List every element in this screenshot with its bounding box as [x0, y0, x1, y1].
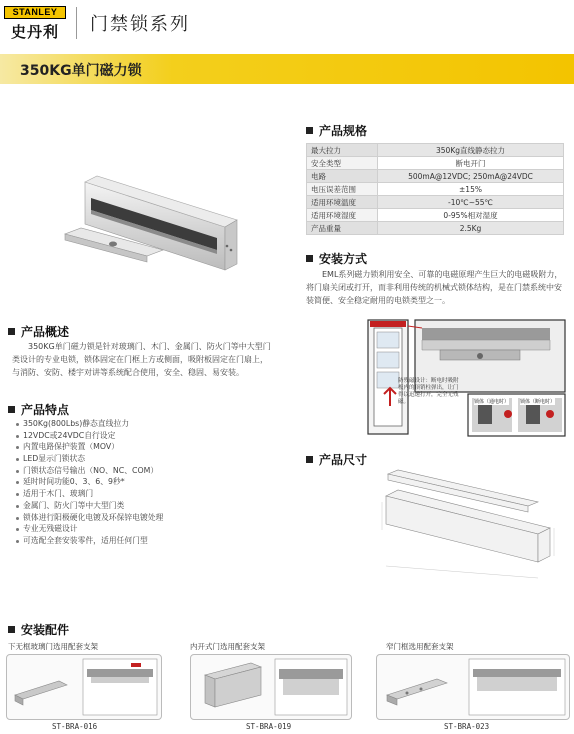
- spec-value: 350Kg直线静态拉力: [378, 144, 564, 157]
- overview-description: 350KG单门磁力锁是针对玻璃门、木门、金属门、防火门等中大型门类设计的专业电锁，锁体固定在门框上方或侧面，吸附板固定在门扇上，与消防、安防、楼宇对讲等系统配合使用，安全、稳固、易安装。: [12, 342, 271, 377]
- list-item: 门锁状态信号输出（NO、NC、COM）: [16, 465, 278, 477]
- spec-label: 产品重量: [307, 222, 378, 235]
- brand-logo: [4, 6, 66, 42]
- spec-label: 电路: [307, 170, 378, 183]
- accessory-caption: 下无框玻璃门选用配套支架: [8, 642, 98, 651]
- heading-square-icon: [306, 255, 313, 262]
- dimensions-heading: [306, 451, 367, 468]
- list-item: 可选配全套安装零件，适用任何门型: [16, 535, 278, 547]
- list-item: 350Kg(800Lbs)静态直线拉力: [16, 418, 278, 430]
- dimension-drawing: [378, 466, 568, 582]
- features-list: [16, 418, 278, 547]
- features-heading: [8, 401, 69, 418]
- heading-square-icon: [8, 328, 15, 335]
- accessories-heading-text: 安装配件: [21, 623, 70, 637]
- accessory-code: ST-BRA-016: [52, 722, 98, 731]
- spec-value: 500mA@12VDC; 250mA@24VDC: [378, 170, 564, 183]
- heading-square-icon: [8, 626, 15, 633]
- spec-label: 电压误差范围: [307, 183, 378, 196]
- specs-heading: [306, 122, 367, 139]
- dimensions-heading-text: 产品尺寸: [319, 453, 368, 467]
- spec-value: ±15%: [378, 183, 564, 196]
- table-row: [307, 183, 564, 196]
- specs-heading-text: 产品规格: [319, 124, 368, 138]
- table-row: [307, 144, 564, 157]
- list-item: 适用于木门、玻璃门: [16, 488, 278, 500]
- spec-label: 适用环境湿度: [307, 209, 378, 222]
- overview-heading-text: 产品概述: [21, 325, 70, 339]
- label-lock-on: 锁体（通电时）: [474, 399, 510, 405]
- product-title: 350KG单门磁力锁: [20, 63, 142, 79]
- list-item: 延时时间功能0、3、6、9秒*: [16, 476, 278, 488]
- heading-square-icon: [306, 456, 313, 463]
- bracket-019-image: [191, 655, 351, 719]
- accessory-code: ST-BRA-023: [444, 722, 490, 731]
- accessory-caption: 内开式门选用配套支架: [190, 642, 265, 651]
- list-item: 专业无残磁设计: [16, 523, 278, 535]
- spec-value: -10℃~55℃: [378, 196, 564, 209]
- table-row: [307, 157, 564, 170]
- list-item: 12VDC或24VDC自行设定: [16, 430, 278, 442]
- list-item: LED显示门锁状态: [16, 453, 278, 465]
- specs-table: [306, 143, 564, 235]
- header-divider: [76, 7, 77, 39]
- features-heading-text: 产品特点: [21, 403, 70, 417]
- spec-label: 安全类型: [307, 157, 378, 170]
- spec-label: 适用环境温度: [307, 196, 378, 209]
- list-item: 金属门、防火门等中大型门类: [16, 500, 278, 512]
- spec-value: 断电开门: [378, 157, 564, 170]
- list-item: 内置电路保护装置（MOV）: [16, 441, 278, 453]
- bracket-023-image: [377, 655, 569, 719]
- spec-label: 最大拉力: [307, 144, 378, 157]
- spec-value: 2.5Kg: [378, 222, 564, 235]
- list-item: 锁体进行阳极硬化电镀及环保锌电镀处理: [16, 512, 278, 524]
- label-lock-off: 锁体（断电时）: [520, 399, 556, 405]
- series-title: 门禁锁系列: [90, 14, 190, 35]
- table-row: [307, 196, 564, 209]
- accessory-caption: 窄门框选用配套支架: [386, 642, 454, 651]
- accessory-card: [6, 654, 162, 720]
- install-heading-text: 安装方式: [319, 252, 368, 266]
- spec-value: 0-95%相对湿度: [378, 209, 564, 222]
- table-row: [307, 209, 564, 222]
- heading-square-icon: [306, 127, 313, 134]
- accessory-card: [376, 654, 570, 720]
- install-callout: 防残磁设计：断电时吸附板内的顶销柱弹出，让门得以迅速打开，完全无残磁。: [398, 378, 459, 405]
- brand-logo-text: STANLEY: [4, 6, 66, 19]
- table-row: [307, 222, 564, 235]
- heading-square-icon: [8, 406, 15, 413]
- product-photo: [55, 172, 245, 282]
- accessories-heading: [8, 621, 69, 638]
- bracket-016-image: [7, 655, 161, 719]
- accessory-code: ST-BRA-019: [246, 722, 292, 731]
- install-heading: [306, 250, 367, 267]
- install-description: EML系列磁力锁利用安全、可靠的电磁原理产生巨大的电磁吸附力，将门扇关闭或打开，而非利用传统的机械式锁体结构，是在门禁系统中安装简便、安全稳定耐用的电锁类型之一。: [306, 270, 563, 305]
- table-row: [307, 170, 564, 183]
- accessory-card: [190, 654, 352, 720]
- brand-chinese-name: 史丹利: [10, 23, 59, 41]
- install-diagram: [360, 316, 570, 438]
- overview-heading: [8, 323, 69, 340]
